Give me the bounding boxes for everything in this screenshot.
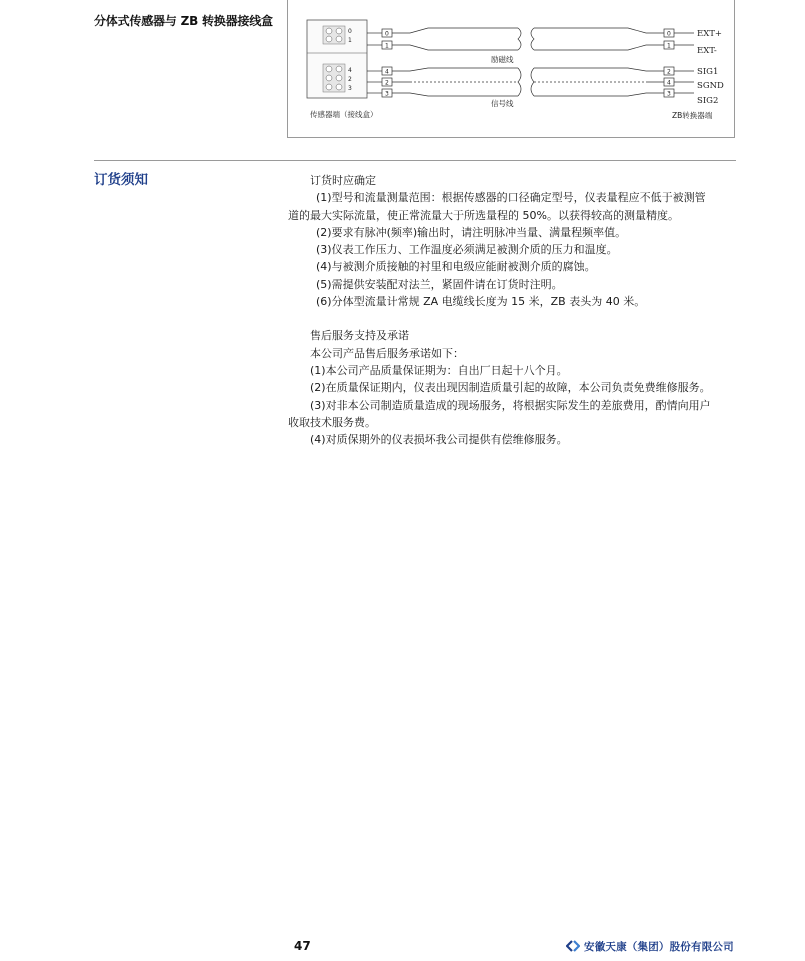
left-bottom-terminal-3: 3	[348, 85, 352, 92]
service-item-3-line-1: (3)对非本公司制造质量造成的现场服务，将根据实际发生的差旅费用，酌情向用户	[310, 398, 711, 412]
section-divider	[94, 160, 736, 161]
ordering-heading: 订货须知	[94, 172, 148, 188]
signal-sig2: SIG2	[697, 96, 719, 106]
signal-ext-plus: EXT+	[697, 29, 723, 39]
ordering-item-4: (4)与被测介质接触的衬里和电级应能耐被测介质的腐蚀。	[316, 260, 596, 274]
signal-sgnd: SGND	[697, 81, 724, 91]
converter-end-label: ZB转换器端	[672, 111, 713, 120]
signal-cable-label: 信号线	[491, 99, 514, 108]
ordering-item-6: (6)分体型流量计常规 ZA 电缆线长度为 15 米，ZB 表头为 40 米。	[316, 295, 646, 309]
right-bottom-terminal-3: 3	[667, 90, 671, 98]
wiring-diagram	[287, 0, 735, 138]
svg-text:1: 1	[385, 42, 389, 50]
svg-text:0: 0	[385, 30, 389, 38]
signal-sig1: SIG1	[697, 67, 719, 77]
ordering-item-2: (2)要求有脉冲(频率)输出时，请注明脉冲当量、满量程频率值。	[316, 225, 627, 239]
right-top-terminal-1: 1	[667, 42, 671, 50]
svg-text:4: 4	[385, 68, 389, 76]
right-bottom-terminal-4: 4	[667, 79, 671, 87]
service-intro: 本公司产品售后服务承诺如下：	[310, 346, 464, 360]
footer-brand	[566, 938, 734, 954]
left-top-terminal-1: 1	[348, 37, 352, 44]
ordering-item-1-line-1: (1)型号和流量测量范围：根据传感器的口径确定型号，仪表量程应不低于被测管	[316, 191, 706, 205]
left-bottom-terminal-2: 2	[348, 76, 352, 83]
right-top-terminal-0: 0	[667, 30, 671, 38]
company-name: 安徽天康（集团）股份有限公司	[584, 940, 734, 953]
svg-text:2: 2	[385, 79, 389, 87]
service-item-3-line-2: 收取技术服务费。	[288, 415, 376, 429]
ordering-item-5: (5)需提供安装配对法兰，紧固件请在订货时注明。	[316, 277, 563, 291]
service-item-4: (4)对质保期外的仪表损坏我公司提供有偿维修服务。	[310, 433, 568, 447]
section-title: 分体式传感器与 ZB 转换器接线盒	[94, 14, 273, 28]
svg-text:3: 3	[385, 90, 389, 98]
ordering-subheading: 订货时应确定	[310, 174, 376, 187]
left-top-terminal-0: 0	[348, 28, 352, 35]
service-item-2: (2)在质量保证期内，仪表出现因制造质量引起的故障，本公司负责免费维修服务。	[310, 381, 711, 395]
body-text	[288, 172, 738, 448]
service-item-1: (1)本公司产品质量保证期为：自出厂日起十八个月。	[310, 363, 568, 377]
signal-ext-minus: EXT-	[697, 46, 717, 56]
service-heading: 售后服务支持及承诺	[310, 329, 409, 343]
sensor-end-label: 传感器端（接线盒）	[310, 110, 378, 119]
page-number: 47	[294, 939, 311, 953]
excitation-cable-label: 励磁线	[491, 55, 514, 64]
left-bottom-terminal-4: 4	[348, 67, 352, 74]
company-logo-icon	[566, 937, 580, 956]
ordering-item-1-line-2: 道的最大实际流量，使正常流量大于所选量程的 50%。以获得较高的测量精度。	[288, 208, 679, 222]
right-bottom-terminal-2: 2	[667, 68, 671, 76]
ordering-item-3: (3)仪表工作压力、工作温度必须满足被测介质的压力和温度。	[316, 243, 618, 257]
